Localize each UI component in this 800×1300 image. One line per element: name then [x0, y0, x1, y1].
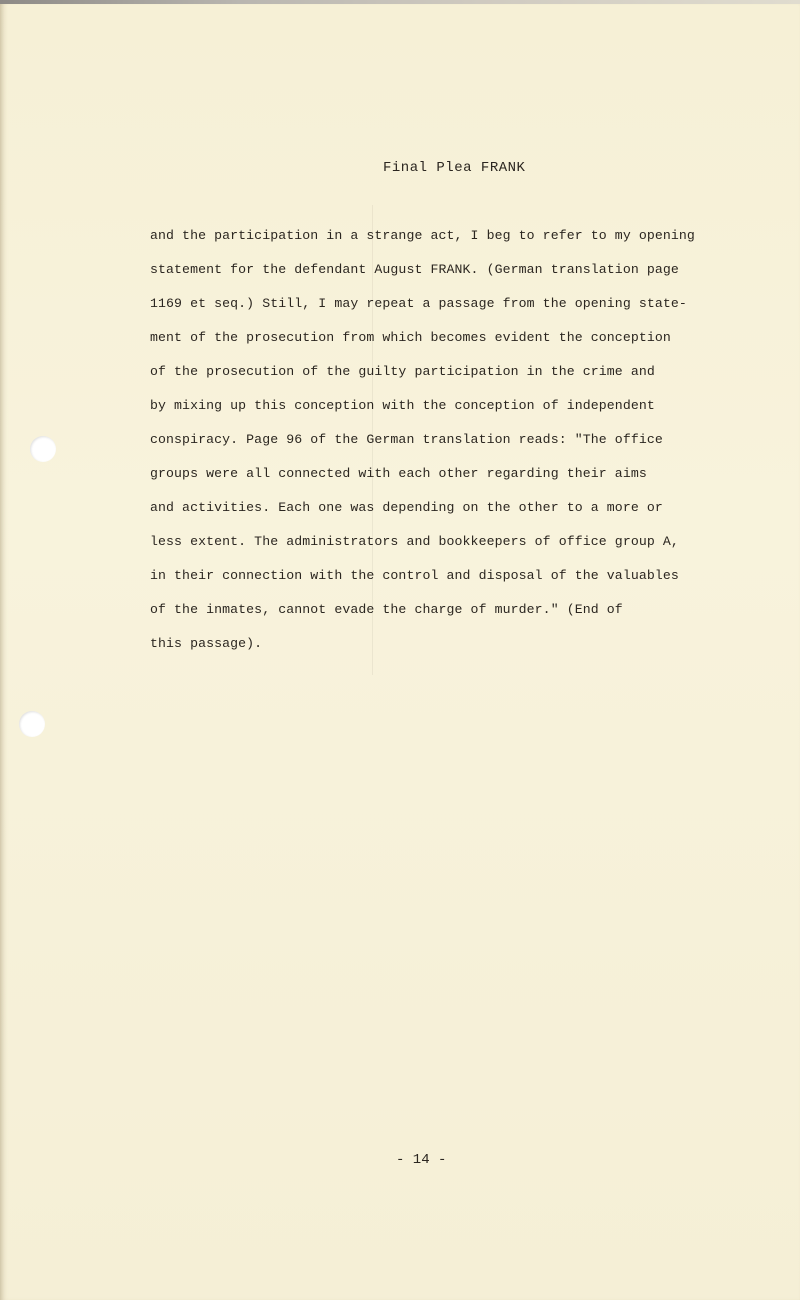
page-number: - 14 -: [396, 1152, 447, 1168]
page-header: Final Plea FRANK: [383, 160, 526, 176]
text-line: by mixing up this conception with the conception of independent: [150, 398, 655, 413]
text-line: groups were all connected with each other regarding their aims: [150, 466, 647, 481]
punch-hole-upper: [30, 436, 56, 462]
text-line: of the inmates, cannot evade the charge of murder." (End of: [150, 602, 623, 617]
text-line: conspiracy. Page 96 of the German translation reads: "The office: [150, 432, 663, 447]
text-line: 1169 et seq.) Still, I may repeat a passage from the opening state-: [150, 296, 687, 311]
text-line: this passage).: [150, 636, 263, 651]
text-line: ment of the prosecution from which becomes evident the conception: [150, 330, 671, 345]
text-line: less extent. The administrators and bookkeepers of office group A,: [150, 534, 679, 549]
punch-hole-lower: [19, 711, 45, 737]
text-line: in their connection with the control and disposal of the valuables: [150, 568, 679, 583]
body-text: [150, 224, 730, 666]
text-line: statement for the defendant August FRANK. (German translation page: [150, 262, 679, 277]
text-line: of the prosecution of the guilty participation in the crime and: [150, 364, 655, 379]
page-top-edge: [0, 0, 800, 4]
text-line: and the participation in a strange act, I beg to refer to my opening: [150, 228, 695, 243]
text-line: and activities. Each one was depending on the other to a more or: [150, 500, 663, 515]
